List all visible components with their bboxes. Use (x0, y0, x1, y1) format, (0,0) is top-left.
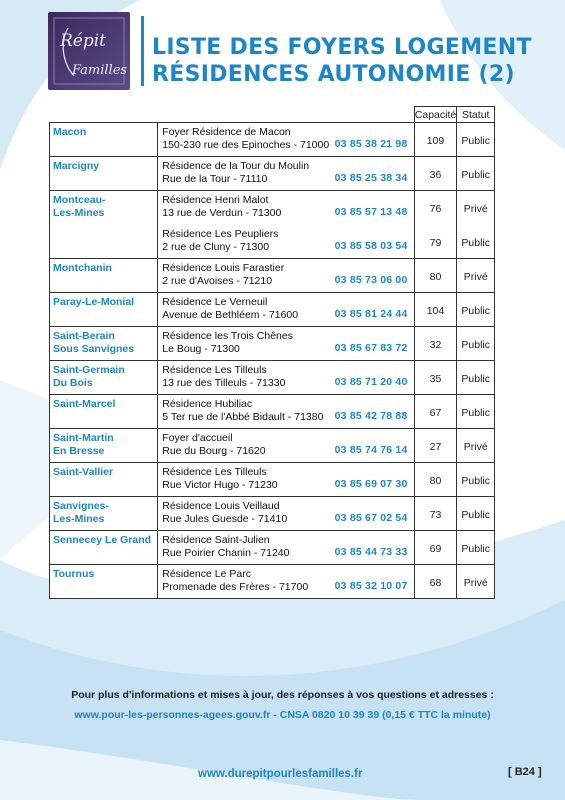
table-row (50, 191, 495, 259)
residence-entry (162, 330, 413, 360)
residence-entry (162, 160, 413, 190)
city-cell: Saint-Vallier (50, 463, 158, 497)
residence-cell (158, 157, 414, 191)
residence-entry (162, 500, 413, 530)
residence-cell (158, 395, 414, 429)
status-cell (457, 497, 495, 531)
residence-cell (158, 429, 414, 463)
residence-address: Rue du Bourg - 71620 (162, 444, 266, 457)
capacity-value: 76 (429, 203, 442, 215)
residence-entry (162, 228, 413, 258)
status-value: Public (461, 509, 491, 521)
residence-cell (158, 259, 414, 293)
column-header-capacity: Capacité (414, 108, 457, 121)
phone-number[interactable]: 03 85 73 06 00 (334, 274, 408, 286)
status-value: Public (461, 475, 491, 487)
residence-cell (158, 123, 414, 157)
residence-address: Rue Jules Guesde - 71410 (162, 512, 288, 525)
residence-address: Avenue de Bethléem - 71600 (162, 308, 299, 321)
city-cell: Sennecey Le Grand (50, 531, 158, 565)
status-value: Public (461, 169, 491, 181)
residence-name: Résidence Les Peupliers (162, 228, 279, 240)
residence-name: Résidence Les Tilleuls (162, 364, 267, 376)
residence-address: 5 Ter rue de l'Abbé Bidault - 71380 (162, 410, 324, 423)
city-cell: Montceau- Les-Mines (50, 191, 158, 259)
residence-entry (162, 568, 413, 598)
phone-number[interactable]: 03 85 69 07 30 (334, 478, 408, 490)
title-line-2: RÉSIDENCES AUTONOMIE (2) (152, 62, 515, 87)
residence-name: Résidence de la Tour du Moulin (162, 160, 310, 172)
residence-entry (162, 534, 413, 564)
column-header-status: Statut (457, 107, 495, 123)
table-row (50, 395, 495, 429)
phone-number[interactable]: 03 85 58 03 54 (334, 240, 408, 252)
table-row (50, 565, 495, 599)
status-cell (457, 565, 495, 599)
city-cell: Sanvignes- Les-Mines (50, 497, 158, 531)
residence-cell (158, 531, 414, 565)
title-divider (141, 16, 144, 86)
city-cell: Marcigny (50, 157, 158, 191)
phone-number[interactable]: 03 85 57 13 48 (334, 206, 408, 218)
residence-address: 13 rue de Verdun - 71300 (162, 206, 282, 219)
capacity-cell (414, 361, 457, 395)
table-row (50, 157, 495, 191)
status-cell (457, 293, 495, 327)
residence-name: Résidence Louis Veillaud (162, 500, 280, 512)
residence-name: Foyer Résidence de Macon (162, 126, 291, 138)
status-value: Public (461, 339, 491, 351)
repit-familles-logo (48, 12, 130, 90)
residence-name: Résidence Le Parc (162, 568, 251, 580)
residence-address: Rue de la Tour - 71110 (162, 172, 268, 185)
capacity-value: 69 (429, 543, 442, 555)
residence-name: Foyer d'accueil (162, 432, 233, 444)
city-cell: Saint-Germain Du Bois (50, 361, 158, 395)
capacity-value: 109 (426, 135, 445, 147)
capacity-cell (414, 497, 457, 531)
phone-number[interactable]: 03 85 81 24 44 (334, 308, 408, 320)
residence-name: Résidence Louis Farastier (162, 262, 285, 274)
phone-number[interactable]: 03 85 42 78 88 (334, 410, 408, 422)
capacity-cell (414, 463, 457, 497)
status-value: Public (461, 373, 491, 385)
status-cell (457, 157, 495, 191)
residence-entry (162, 364, 413, 394)
table-row (50, 327, 495, 361)
status-value: Privé (463, 441, 488, 453)
capacity-value: 80 (429, 271, 442, 283)
status-value: Public (461, 237, 491, 249)
residence-entry (162, 296, 413, 326)
status-cell (457, 361, 495, 395)
table-row (50, 463, 495, 497)
residence-cell (158, 327, 414, 361)
table-row (50, 293, 495, 327)
residence-address: 2 rue d'Avoises - 71210 (162, 274, 273, 287)
residence-cell (158, 191, 414, 259)
capacity-cell (414, 327, 457, 361)
capacity-value: 27 (429, 441, 442, 453)
capacity-cell (414, 191, 457, 259)
page-title (152, 34, 552, 88)
residence-name: Résidence Hubiliac (162, 398, 253, 410)
status-value: Public (461, 135, 491, 147)
residence-address: 2 rue de Cluny - 71300 (162, 240, 270, 253)
capacity-value: 80 (429, 475, 442, 487)
residence-entry (162, 432, 413, 462)
phone-number[interactable]: 03 85 71 20 40 (334, 376, 408, 388)
svg-text:Familles: Familles (72, 63, 128, 78)
table-row (50, 497, 495, 531)
svg-text:Répit: Répit (60, 31, 107, 51)
table-row (50, 259, 495, 293)
status-cell (457, 259, 495, 293)
residence-name: Résidence les Trois Chênes (162, 330, 293, 342)
phone-number[interactable]: 03 85 44 73 33 (334, 546, 408, 558)
page-number: [ B24 ] (508, 766, 542, 778)
capacity-value: 35 (429, 373, 442, 385)
capacity-cell (414, 157, 457, 191)
capacity-value: 68 (429, 577, 442, 589)
status-value: Privé (463, 271, 488, 283)
residence-address: Rue Victor Hugo - 71230 (162, 478, 278, 491)
capacity-value: 67 (429, 407, 442, 419)
table-row (50, 429, 495, 463)
status-value: Privé (463, 577, 488, 589)
status-value: Public (461, 305, 491, 317)
capacity-cell (414, 565, 457, 599)
city-cell: Saint-Marcel (50, 395, 158, 429)
residence-entry (162, 262, 413, 292)
capacity-value: 36 (429, 169, 442, 181)
phone-number[interactable]: 03 85 32 10 07 (334, 580, 408, 592)
city-cell: Montchanin (50, 259, 158, 293)
phone-number[interactable]: 03 85 67 83 72 (334, 342, 408, 354)
status-value: Public (461, 407, 491, 419)
residence-name: Résidence Les Tilleuls (162, 466, 267, 478)
capacity-cell (414, 531, 457, 565)
status-value: Public (461, 543, 491, 555)
residence-address: Le Boug - 71300 (162, 342, 240, 355)
capacity-value: 32 (429, 339, 442, 351)
residence-entry (162, 194, 413, 224)
table-row (50, 361, 495, 395)
residence-cell (158, 361, 414, 395)
status-cell (457, 123, 495, 157)
logo-graphic-icon (48, 12, 130, 90)
capacity-cell (414, 395, 457, 429)
residence-name: Résidence Le Verneuil (162, 296, 268, 308)
capacity-value: 73 (429, 509, 442, 521)
table-row (50, 531, 495, 565)
residence-cell (158, 293, 414, 327)
footer-info-text: Pour plus d'informations et mises à jour, des réponses à vos questions et adresses : (71, 689, 494, 701)
capacity-value: 104 (426, 305, 445, 317)
residence-address: 13 rue des Tilleuls - 71330 (162, 376, 286, 389)
phone-number[interactable]: 03 85 25 38 34 (334, 172, 408, 184)
table-header-row (50, 107, 495, 123)
residence-address: Promenade des Frères - 71700 (162, 580, 309, 593)
status-cell (457, 327, 495, 361)
capacity-cell (414, 429, 457, 463)
residence-address: 150-230 rue des Epinoches - 71000 (162, 138, 330, 151)
capacity-value: 79 (429, 237, 442, 249)
capacity-cell (414, 123, 457, 157)
residence-cell (158, 497, 414, 531)
residence-cell (158, 565, 414, 599)
phone-number[interactable]: 03 85 38 21 98 (334, 138, 408, 150)
residences-table (49, 106, 495, 599)
footer-contact-link[interactable]: www.pour-les-personnes-agees.gouv.fr - CNSA 0820 10 39 39 (0,15 € TTC la minute) (74, 709, 491, 721)
residence-name: Résidence Saint-Julien (162, 534, 270, 546)
phone-number[interactable]: 03 85 67 02 54 (334, 512, 408, 524)
capacity-cell (414, 293, 457, 327)
city-cell: Saint-Berain Sous Sanvignes (50, 327, 158, 361)
phone-number[interactable]: 03 85 74 76 14 (334, 444, 408, 456)
title-line-1: LISTE DES FOYERS LOGEMENT (152, 35, 532, 60)
residence-entry (162, 126, 413, 156)
city-cell: Paray-Le-Monial (50, 293, 158, 327)
city-cell: Macon (50, 123, 158, 157)
residence-name: Résidence Henri Malot (162, 194, 269, 206)
residence-entry (162, 398, 413, 428)
residence-cell (158, 463, 414, 497)
city-cell: Saint-Martin En Bresse (50, 429, 158, 463)
city-cell: Tournus (50, 565, 158, 599)
table-row (50, 123, 495, 157)
status-cell (457, 429, 495, 463)
residence-entry (162, 466, 413, 496)
status-cell (457, 531, 495, 565)
status-value: Privé (463, 203, 488, 215)
status-cell (457, 395, 495, 429)
status-cell (457, 191, 495, 259)
residence-address: Rue Poirier Chanin - 71240 (162, 546, 290, 559)
website-link[interactable]: www.durepitpourlesfamilles.fr (198, 768, 363, 780)
capacity-cell (414, 259, 457, 293)
status-cell (457, 463, 495, 497)
